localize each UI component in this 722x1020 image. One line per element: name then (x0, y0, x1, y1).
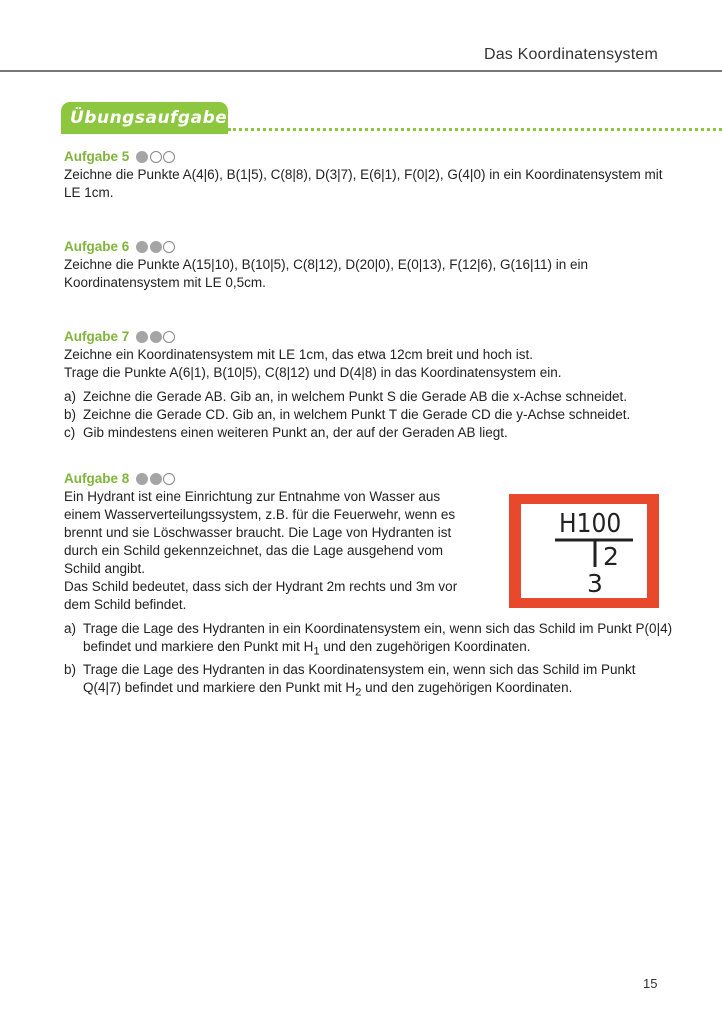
subtask-text-part: Trage die Lage des Hydranten in das Koordinatensystem ein, wenn sich das Schild im Punkt Q(4|7) befindet und markiere den Punkt mit H (83, 661, 636, 695)
subtask-letter: a) (64, 389, 77, 404)
task-8-subtasks (64, 620, 674, 701)
difficulty-dot-empty (150, 151, 162, 163)
header-rule (0, 70, 722, 72)
difficulty-dot-filled (136, 331, 148, 343)
difficulty-dot-empty (163, 331, 175, 343)
task-7-subtasks (64, 388, 664, 442)
sign-front-distance: 3 (587, 569, 603, 598)
subtask-text (83, 620, 674, 661)
difficulty-rating (136, 151, 177, 163)
difficulty-dot-empty (163, 473, 175, 485)
task-6-title: Aufgabe 6 (64, 239, 130, 254)
difficulty-dot-empty (163, 241, 175, 253)
task-title (64, 238, 664, 256)
hydrant-sign-face (521, 504, 647, 598)
task-6-text: Zeichne die Punkte A(15|10), B(10|5), C(8|12), D(20|0), E(0|13), F(12|6), G(16|11) in ein Koordinatensystem mit LE 0,5cm. (64, 257, 589, 290)
subtask-text-part: Trage die Lage des Hydranten in ein Koordinatensystem ein, wenn sich das Schild im Punkt P(0|4) befindet und markiere den Punkt mit H (83, 621, 673, 654)
section-banner: Übungsaufgaben (61, 102, 228, 134)
task-title (64, 148, 664, 166)
task-6 (64, 238, 664, 292)
task-title (64, 470, 674, 488)
subtask-a (64, 388, 664, 406)
subtask-text: Zeichne die Gerade AB. Gib an, in welchem Punkt S die Gerade AB die x-Achse schneidet. (83, 389, 628, 404)
subtask-letter: a) (64, 621, 77, 636)
difficulty-rating (136, 241, 177, 253)
task-8-title: Aufgabe 8 (64, 471, 130, 486)
task-7 (64, 328, 664, 442)
running-header: Das Koordinatensystem (483, 46, 658, 63)
subtask-text-part: und den zugehörigen Koordinaten. (319, 639, 531, 654)
task-7-line-1: Zeichne ein Koordinatensystem mit LE 1cm, das etwa 12cm breit und hoch ist. (64, 347, 533, 362)
section-dotted-line (228, 128, 722, 131)
sign-h100-label: H100 (559, 509, 622, 539)
subtask-letter: b) (64, 661, 77, 677)
task-8-text-1: Ein Hydrant ist eine Einrichtung zur Entnahme von Wasser aus einem Wasserverteilungssystem, z.B. für die Feuerwehr, wenn es brennt und sie Löschwasser braucht. Die Lage von Hydranten ist durch ein Schild gekennzeichnet, das die Lage ausgehend vom Schild angibt. (64, 489, 456, 576)
subtask-text (83, 661, 674, 702)
sign-right-distance: 2 (603, 542, 619, 571)
subtask-letter: c) (64, 425, 76, 440)
hydrant-sign-graphic (521, 504, 647, 598)
subtask-c (64, 424, 664, 442)
difficulty-dot-filled (136, 473, 148, 485)
subtask-letter: b) (64, 407, 77, 422)
task-7-title: Aufgabe 7 (64, 329, 130, 344)
difficulty-dot-filled (150, 473, 162, 485)
subscript: 1 (313, 645, 320, 658)
subtask-b (64, 406, 664, 424)
subtask-a (64, 620, 674, 661)
difficulty-dot-filled (150, 331, 162, 343)
difficulty-rating (136, 473, 177, 485)
task-7-line-2: Trage die Punkte A(6|1), B(10|5), C(8|12) und D(4|8) in das Koordinatensystem ein. (64, 365, 562, 380)
task-title (64, 328, 664, 346)
task-8-text-2: Das Schild bedeutet, dass sich der Hydrant 2m rechts und 3m vor dem Schild befindet. (64, 579, 458, 612)
subtask-b (64, 661, 674, 702)
hydrant-sign (509, 494, 659, 608)
subtask-text: Zeichne die Gerade CD. Gib an, in welchem Punkt T die Gerade CD die y-Achse schneidet. (83, 407, 631, 422)
subtask-text: Gib mindestens einen weiteren Punkt an, der auf der Geraden AB liegt. (83, 425, 508, 440)
difficulty-dot-filled (136, 241, 148, 253)
difficulty-rating (136, 331, 177, 343)
task-5-title: Aufgabe 5 (64, 149, 130, 164)
subscript: 2 (355, 686, 362, 699)
task-5-text: Zeichne die Punkte A(4|6), B(1|5), C(8|8), D(3|7), E(6|1), F(0|2), G(4|0) in ein Koordinatensystem mit LE 1cm. (64, 167, 663, 200)
subtask-text-part: und den zugehörigen Koordinaten. (361, 679, 573, 695)
difficulty-dot-filled (136, 151, 148, 163)
page-number: 15 (643, 976, 658, 991)
difficulty-dot-empty (163, 151, 175, 163)
difficulty-dot-filled (150, 241, 162, 253)
task-5 (64, 148, 664, 202)
